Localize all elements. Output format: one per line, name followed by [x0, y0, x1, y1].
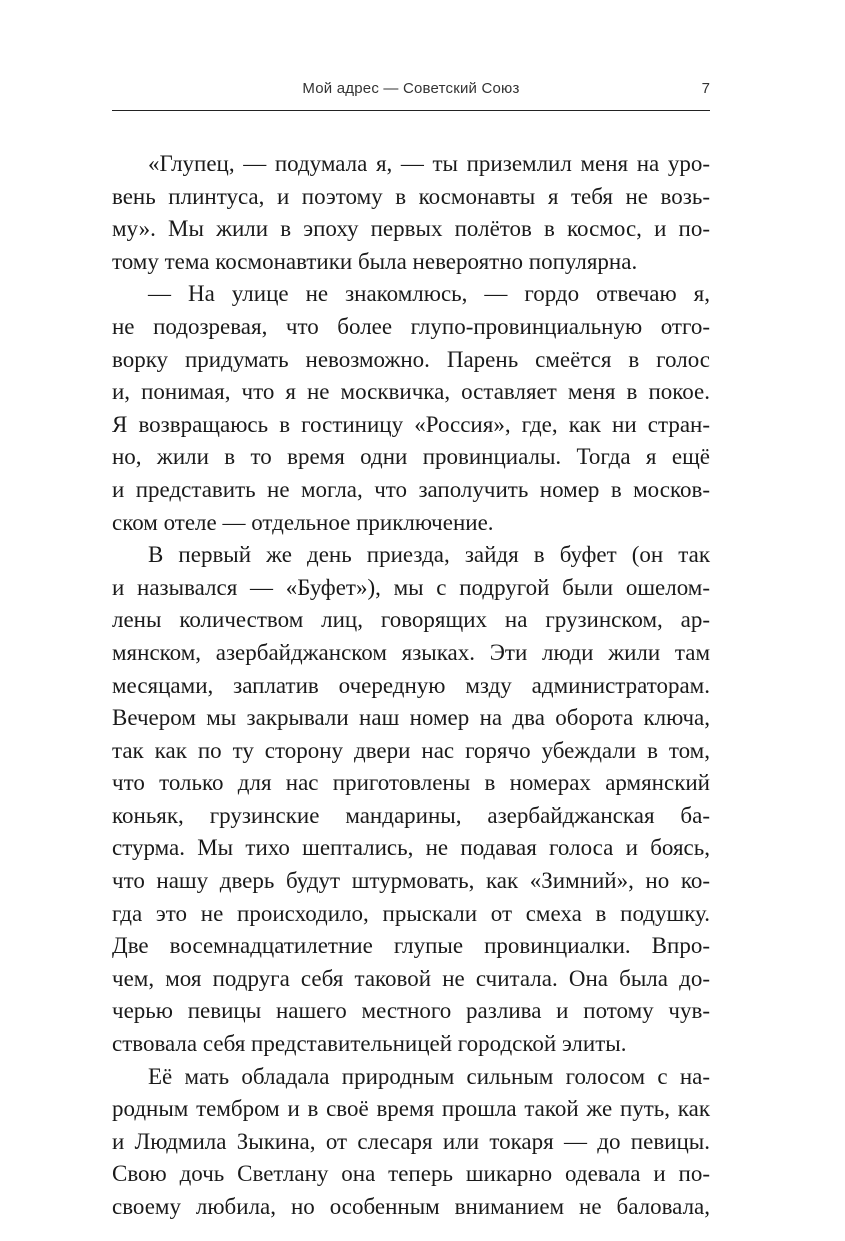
text-line: ском отеле — отдельное приключение. — [112, 509, 494, 535]
text-line: В первый же день приезда, зайдя в буфет (он так — [148, 542, 710, 568]
text-line: Вечером мы закрывали наш номер на два оборота ключа, — [112, 705, 710, 731]
header-rule — [112, 110, 710, 111]
text-line: тому тема космонавтики была невероятно популярна. — [112, 248, 638, 274]
text-line: му». Мы жили в эпоху первых полётов в космос, и по- — [112, 216, 710, 242]
text-line: родным тембром и в своё время прошла такой же путь, как — [112, 1096, 710, 1122]
text-line: Две восемнадцатилетние глупые провинциалки. Впро- — [112, 933, 710, 959]
text-line: и, понимая, что я не москвичка, оставляет меня в покое. — [112, 379, 710, 405]
text-line: так как по ту сторону двери нас горячо убеждали в том, — [112, 737, 710, 763]
text-line: Её мать обладала природным сильным голосом с на- — [148, 1063, 710, 1089]
paragraph — [112, 539, 710, 1061]
text-line: мянском, азербайджанском языках. Эти люди жили там — [112, 639, 710, 665]
paragraph — [112, 1061, 710, 1224]
text-line: и назывался — «Буфет»), мы с подругой были ошелом- — [112, 574, 710, 600]
text-line: что только для нас приготовлены в номерах армянский — [112, 770, 710, 796]
running-title: Мой адрес — Советский Союз — [302, 80, 520, 97]
text-line: лены количеством лиц, говорящих на грузинском, ар- — [112, 607, 710, 633]
text-line: Свою дочь Светлану она теперь шикарно одевала и по- — [112, 1161, 710, 1187]
text-line: коньяк, грузинские мандарины, азербайджанская ба- — [112, 802, 710, 828]
text-line: месяцами, заплатив очередную мзду администраторам. — [112, 672, 710, 698]
body-text — [112, 148, 710, 1224]
text-line: и представить не могла, что заполучить номер в москов- — [112, 476, 710, 502]
paragraph — [112, 278, 710, 539]
text-line: ствовала себя представительницей городской элиты. — [112, 1031, 627, 1057]
text-line: не подозревая, что более глупо-провинциальную отго- — [112, 313, 710, 339]
paragraph — [112, 148, 710, 278]
text-line: своему любила, но особенным вниманием не баловала, — [112, 1194, 710, 1219]
text-line: гда это не происходило, прыскали от смеха в подушку. — [112, 900, 710, 926]
text-line: — На улице не знакомлюсь, — гордо отвечаю я, — [148, 281, 710, 307]
text-line: чем, моя подруга себя таковой не считала. Она была до- — [112, 965, 710, 991]
text-line: но, жили в то время одни провинциалы. Тогда я ещё — [112, 444, 710, 470]
running-head — [112, 80, 710, 104]
text-line: «Глупец, — подумала я, — ты приземлил меня на уро- — [148, 151, 710, 176]
text-line: ворку придумать невозможно. Парень смеётся в голос — [112, 346, 710, 372]
text-line: черью певицы нашего местного разлива и потому чув- — [112, 998, 710, 1024]
text-line: Я возвращаюсь в гостиницу «Россия», где, как ни стран- — [112, 411, 710, 437]
text-line: стурма. Мы тихо шептались, не подавая голоса и боясь, — [112, 835, 710, 861]
page-number: 7 — [701, 80, 710, 97]
text-line: вень плинтуса, и поэтому в космонавты я тебя не возь- — [112, 183, 710, 209]
text-line: что нашу дверь будут штурмовать, как «Зимний», но ко- — [112, 868, 710, 894]
text-line: и Людмила Зыкина, от слесаря или токаря — до певицы. — [112, 1128, 710, 1154]
